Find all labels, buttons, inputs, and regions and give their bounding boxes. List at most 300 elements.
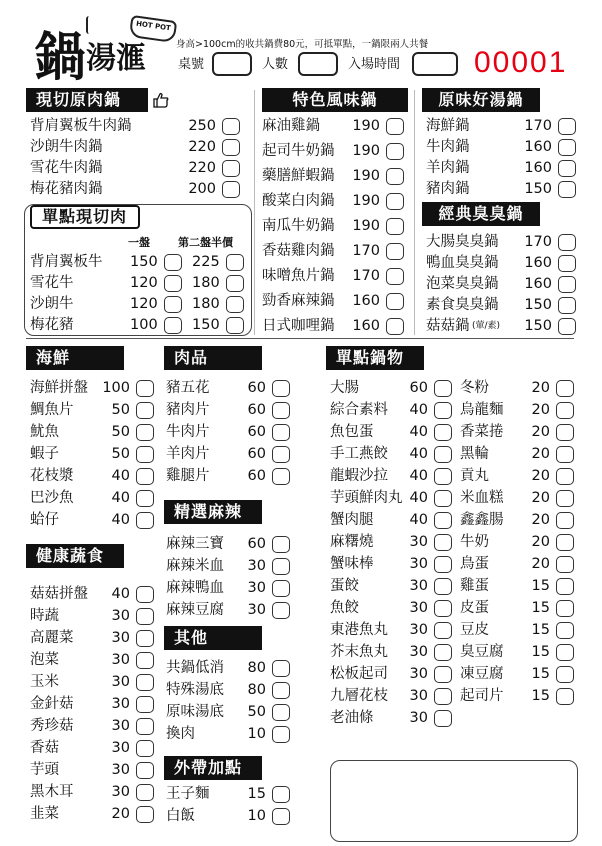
order-checkbox[interactable] (434, 556, 452, 573)
menu-item (330, 510, 456, 530)
order-checkbox[interactable] (434, 512, 452, 529)
people-count-field[interactable] (298, 52, 338, 76)
menu-item-price: 160 (524, 276, 552, 292)
order-checkbox[interactable] (136, 630, 154, 647)
order-checkbox[interactable] (556, 644, 574, 661)
menu-item-name: 鳥蛋 (460, 556, 489, 572)
menu-item (166, 784, 294, 804)
order-checkbox[interactable] (386, 193, 404, 210)
order-checkbox[interactable] (136, 652, 154, 669)
section-title-meat: 肉品 (164, 346, 262, 370)
section-title-others: 其他 (164, 626, 262, 650)
order-checkbox[interactable] (272, 682, 290, 699)
order-checkbox[interactable] (558, 139, 576, 156)
menu-item-price: 40 (111, 490, 130, 506)
menu-item-name: 松板起司 (330, 666, 388, 682)
order-checkbox[interactable] (434, 622, 452, 639)
order-checkbox[interactable] (556, 688, 574, 705)
menu-item (460, 378, 578, 398)
order-checkbox[interactable] (272, 558, 290, 575)
order-checkbox[interactable] (556, 578, 574, 595)
order-checkbox[interactable] (272, 468, 290, 485)
menu-item-name: 米血糕 (460, 490, 504, 506)
menu-item-price: 20 (531, 512, 550, 528)
menu-item-name: 豆皮 (460, 622, 489, 638)
menu-item-price: 170 (352, 243, 380, 259)
menu-item (330, 532, 456, 552)
order-checkbox[interactable] (558, 318, 576, 335)
menu-item (460, 686, 578, 706)
menu-item-price: 250 (188, 118, 216, 134)
order-checkbox[interactable] (272, 786, 290, 803)
menu-item-price: 30 (409, 578, 428, 594)
menu-item-price: 20 (111, 806, 130, 822)
menu-item (166, 724, 294, 744)
menu-item (426, 137, 580, 157)
menu-item-price: 30 (111, 652, 130, 668)
menu-item-name: 沙朗牛肉鍋 (30, 139, 103, 155)
order-checkbox[interactable] (272, 402, 290, 419)
menu-item (166, 378, 294, 398)
menu-item-name: 黑輪 (460, 446, 489, 462)
menu-item-price: 80 (247, 682, 266, 698)
order-checkbox[interactable] (434, 380, 452, 397)
menu-item-price: 60 (247, 446, 266, 462)
order-checkbox[interactable] (222, 160, 240, 177)
menu-item-price: 190 (352, 193, 380, 209)
order-checkbox[interactable] (434, 534, 452, 551)
menu-item (460, 642, 578, 662)
order-checkbox[interactable] (556, 622, 574, 639)
table-label: 桌號 (178, 57, 205, 72)
order-checkbox[interactable] (222, 181, 240, 198)
order-checkbox[interactable] (136, 402, 154, 419)
order-checkbox[interactable] (558, 118, 576, 135)
menu-item (330, 642, 456, 662)
menu-item (262, 141, 408, 161)
order-checkbox[interactable] (386, 268, 404, 285)
order-checkbox[interactable] (164, 296, 182, 313)
menu-item-name: 芥末魚丸 (330, 644, 388, 660)
menu-item-name: 白飯 (166, 808, 195, 824)
menu-item-name: 牛肉鍋 (426, 139, 470, 155)
menu-item (30, 782, 158, 802)
section-title-stinky-pot: 經典臭臭鍋 (422, 202, 540, 226)
hot-pot-icon: HOT POT (129, 15, 178, 43)
menu-item-price: 160 (524, 139, 552, 155)
menu-item-price: 30 (111, 608, 130, 624)
menu-item-price: 30 (111, 674, 130, 690)
order-checkbox[interactable] (272, 704, 290, 721)
entry-time-field[interactable] (412, 52, 458, 76)
menu-item (30, 273, 250, 293)
menu-item-name: 牛奶 (460, 534, 489, 550)
order-checkbox[interactable] (136, 424, 154, 441)
menu-item (426, 253, 580, 273)
menu-item (330, 422, 456, 442)
menu-item-name: 魷魚 (30, 424, 59, 440)
menu-item (330, 444, 456, 464)
menu-item-price: 15 (531, 622, 550, 638)
menu-item (330, 576, 456, 596)
order-checkbox[interactable] (434, 468, 452, 485)
order-checkbox[interactable] (434, 424, 452, 441)
menu-item (262, 191, 408, 211)
order-checkbox[interactable] (558, 276, 576, 293)
order-checkbox[interactable] (386, 118, 404, 135)
menu-item-price: 20 (531, 380, 550, 396)
menu-item-price: 40 (409, 468, 428, 484)
menu-item-name: 特殊湯底 (166, 682, 224, 698)
order-checkbox[interactable] (434, 600, 452, 617)
menu-item (30, 294, 250, 314)
order-checkbox[interactable] (558, 160, 576, 177)
order-checkbox[interactable] (556, 380, 574, 397)
menu-item-price: 190 (352, 143, 380, 159)
menu-item (426, 274, 580, 294)
order-checkbox[interactable] (556, 490, 574, 507)
logo (30, 14, 190, 88)
menu-item-price: 190 (352, 168, 380, 184)
notes-box[interactable] (330, 760, 578, 842)
menu-item-price: 15 (531, 600, 550, 616)
section-title-original-soup-pot: 原味好湯鍋 (422, 88, 540, 112)
menu-item (166, 578, 294, 598)
order-checkbox[interactable] (136, 784, 154, 801)
menu-item (460, 598, 578, 618)
menu-item-name: 魚包蛋 (330, 424, 374, 440)
menu-item-name: 雞腿片 (166, 468, 210, 484)
order-checkbox[interactable] (386, 293, 404, 310)
order-checkbox[interactable] (222, 118, 240, 135)
menu-item-name: 味噌魚片鍋 (262, 268, 335, 284)
menu-item (30, 606, 158, 626)
menu-item (30, 158, 244, 178)
menu-item-price: 20 (531, 424, 550, 440)
menu-item-name: 巴沙魚 (30, 490, 74, 506)
order-checkbox[interactable] (386, 168, 404, 185)
order-checkbox[interactable] (556, 556, 574, 573)
menu-item-name: 海鮮拼盤 (30, 380, 88, 396)
menu-item (30, 315, 250, 335)
section-title-fresh-meat-single: 單點現切肉 (30, 205, 140, 229)
menu-item-price: 150 (524, 318, 552, 334)
menu-item-name: 金針菇 (30, 696, 74, 712)
menu-item-price: 30 (409, 644, 428, 660)
menu-item (262, 116, 408, 136)
order-checkbox[interactable] (556, 666, 574, 683)
menu-item-price-second-plate: 180 (192, 296, 220, 312)
order-checkbox[interactable] (434, 446, 452, 463)
menu-item (262, 166, 408, 186)
menu-item (426, 158, 580, 178)
menu-item (30, 716, 158, 736)
menu-item-price: 20 (531, 446, 550, 462)
section-title-special-pot: 特色風味鍋 (262, 88, 408, 112)
menu-item-name: 南瓜牛奶鍋 (262, 218, 335, 234)
menu-item-price: 30 (111, 762, 130, 778)
menu-item-name: 魚餃 (330, 600, 359, 616)
order-checkbox[interactable] (558, 234, 576, 251)
menu-item-price: 30 (111, 718, 130, 734)
menu-item-name: 蟹味棒 (330, 556, 374, 572)
menu-item (166, 556, 294, 576)
order-checkbox[interactable] (226, 317, 244, 334)
menu-item-price: 20 (531, 556, 550, 572)
menu-item-name: 泡菜臭臭鍋 (426, 276, 499, 292)
menu-item (30, 444, 158, 464)
menu-item (330, 620, 456, 640)
menu-item-price: 170 (524, 118, 552, 134)
menu-item-price: 80 (247, 660, 266, 676)
order-checkbox[interactable] (556, 534, 574, 551)
menu-item-price: 10 (247, 726, 266, 742)
order-checkbox[interactable] (386, 218, 404, 235)
menu-item-price-one-plate: 120 (130, 275, 158, 291)
menu-item-price: 160 (352, 293, 380, 309)
menu-item-price: 20 (531, 402, 550, 418)
menu-item-price-one-plate: 120 (130, 296, 158, 312)
col-header-one-plate: 一盤 (128, 236, 150, 249)
menu-item-price: 30 (247, 558, 266, 574)
menu-item-price: 30 (409, 688, 428, 704)
menu-item-price-second-plate: 150 (192, 317, 220, 333)
order-checkbox[interactable] (386, 243, 404, 260)
menu-item-name: 時蔬 (30, 608, 59, 624)
order-checkbox[interactable] (558, 255, 576, 272)
order-checkbox[interactable] (434, 644, 452, 661)
order-checkbox[interactable] (136, 674, 154, 691)
menu-item-price: 50 (247, 704, 266, 720)
order-checkbox[interactable] (434, 688, 452, 705)
menu-item-name: 換肉 (166, 726, 195, 742)
menu-item-price: 150 (524, 181, 552, 197)
menu-item-name: 原味湯底 (166, 704, 224, 720)
menu-item (426, 232, 580, 252)
order-checkbox[interactable] (136, 468, 154, 485)
menu-item-name: 芋頭 (30, 762, 59, 778)
menu-item (262, 291, 408, 311)
menu-item (330, 554, 456, 574)
menu-item-name: 起司牛奶鍋 (262, 143, 335, 159)
menu-item-name: 日式咖哩鍋 (262, 318, 335, 334)
order-checkbox[interactable] (226, 275, 244, 292)
menu-item-name: 龍蝦沙拉 (330, 468, 388, 484)
col-header-second-half: 第二盤半價 (178, 236, 233, 249)
menu-item-name: 香菇雞肉鍋 (262, 243, 335, 259)
menu-item-name: 素食臭臭鍋 (426, 297, 499, 313)
menu-item (460, 554, 578, 574)
menu-item-suffix: (葷/素) (472, 321, 501, 331)
order-checkbox[interactable] (272, 808, 290, 825)
order-checkbox[interactable] (556, 402, 574, 419)
menu-item-name: 麻糬燒 (330, 534, 374, 550)
order-checkbox[interactable] (164, 275, 182, 292)
order-checkbox[interactable] (272, 580, 290, 597)
menu-item (166, 400, 294, 420)
menu-item (166, 534, 294, 554)
menu-item-name: 沙朗牛 (30, 296, 74, 312)
menu-item-name: 香菇 (30, 740, 59, 756)
menu-item-price: 40 (409, 490, 428, 506)
menu-item-price: 40 (409, 512, 428, 528)
order-checkbox[interactable] (558, 181, 576, 198)
table-number-field[interactable] (212, 52, 252, 76)
menu-item (460, 466, 578, 486)
order-checkbox[interactable] (164, 254, 182, 271)
order-checkbox[interactable] (136, 806, 154, 823)
order-checkbox[interactable] (386, 318, 404, 335)
section-title-vegetables: 健康蔬食 (26, 544, 124, 568)
menu-item-price: 160 (352, 318, 380, 334)
menu-item-name: 王子麵 (166, 786, 210, 802)
order-checkbox[interactable] (136, 740, 154, 757)
menu-item-price-second-plate: 225 (192, 254, 220, 270)
order-checkbox[interactable] (434, 402, 452, 419)
menu-item-price: 15 (531, 666, 550, 682)
menu-item-price: 60 (409, 380, 428, 396)
menu-item-price: 30 (111, 696, 130, 712)
menu-item-price: 15 (531, 578, 550, 594)
order-checkbox[interactable] (222, 139, 240, 156)
order-checkbox[interactable] (136, 380, 154, 397)
menu-item-price: 30 (111, 630, 130, 646)
order-checkbox[interactable] (556, 446, 574, 463)
menu-item-name: 蝦子 (30, 446, 59, 462)
order-checkbox[interactable] (434, 578, 452, 595)
menu-item-price: 200 (188, 181, 216, 197)
order-checkbox[interactable] (434, 666, 452, 683)
order-checkbox[interactable] (226, 296, 244, 313)
menu-item-price: 60 (247, 536, 266, 552)
order-checkbox[interactable] (556, 600, 574, 617)
menu-item-name: 凍豆腐 (460, 666, 504, 682)
menu-item (30, 252, 250, 272)
surcharge-note: 身高>100cm的收共鍋費80元，可抵單點，一鍋限兩人共餐 (176, 39, 429, 50)
menu-item (262, 241, 408, 261)
menu-item (166, 422, 294, 442)
menu-item (166, 466, 294, 486)
order-checkbox[interactable] (386, 143, 404, 160)
menu-item (30, 116, 244, 136)
menu-item (30, 672, 158, 692)
menu-item-price: 20 (531, 534, 550, 550)
order-number: 00001 (474, 46, 568, 79)
menu-item (330, 598, 456, 618)
menu-item-price: 170 (352, 268, 380, 284)
section-title-seafood: 海鮮 (26, 346, 124, 370)
menu-item-name: 豬肉片 (166, 402, 210, 418)
order-checkbox[interactable] (164, 317, 182, 334)
section-title-spicy: 精選麻辣 (164, 500, 262, 524)
entry-time-label: 入場時間 (348, 57, 401, 72)
menu-item-price: 40 (409, 402, 428, 418)
menu-item (30, 650, 158, 670)
menu-item-name: 酸菜白肉鍋 (262, 193, 335, 209)
order-checkbox[interactable] (136, 490, 154, 507)
menu-item-name: 蛋餃 (330, 578, 359, 594)
order-checkbox[interactable] (434, 490, 452, 507)
order-checkbox[interactable] (136, 718, 154, 735)
order-checkbox[interactable] (136, 762, 154, 779)
menu-item (330, 466, 456, 486)
menu-item (30, 628, 158, 648)
order-checkbox[interactable] (272, 380, 290, 397)
menu-item-name: 玉米 (30, 674, 59, 690)
order-checkbox[interactable] (558, 297, 576, 314)
menu-item-name: 麻油雞鍋 (262, 118, 320, 134)
menu-item (30, 804, 158, 824)
menu-item-name: 鯛魚片 (30, 402, 74, 418)
menu-item-price: 30 (409, 710, 428, 726)
menu-item (166, 702, 294, 722)
menu-item-price: 40 (409, 424, 428, 440)
order-checkbox[interactable] (136, 512, 154, 529)
menu-item (30, 179, 244, 199)
menu-item (30, 422, 158, 442)
menu-item-price: 15 (531, 644, 550, 660)
order-checkbox[interactable] (272, 536, 290, 553)
menu-item-name: 蟹肉腿 (330, 512, 374, 528)
menu-item-name: 香菜捲 (460, 424, 504, 440)
order-checkbox[interactable] (136, 608, 154, 625)
order-checkbox[interactable] (136, 446, 154, 463)
menu-item-price: 60 (247, 402, 266, 418)
menu-item-name: 臭豆腐 (460, 644, 504, 660)
menu-item-price: 40 (409, 446, 428, 462)
order-checkbox[interactable] (556, 468, 574, 485)
order-checkbox[interactable] (556, 512, 574, 529)
menu-item-price: 190 (352, 218, 380, 234)
menu-item-price: 40 (111, 512, 130, 528)
menu-item-price: 30 (409, 600, 428, 616)
menu-item-name: 海鮮鍋 (426, 118, 470, 134)
order-checkbox[interactable] (136, 696, 154, 713)
order-checkbox[interactable] (272, 726, 290, 743)
menu-item-price: 220 (188, 139, 216, 155)
menu-item-name: 九層花枝 (330, 688, 388, 704)
menu-item (460, 510, 578, 530)
menu-item-name: 牛肉片 (166, 424, 210, 440)
order-checkbox[interactable] (226, 254, 244, 271)
menu-item (330, 708, 456, 728)
menu-item (460, 620, 578, 640)
menu-item-name: 皮蛋 (460, 600, 489, 616)
menu-item-name: 高麗菜 (30, 630, 74, 646)
order-checkbox[interactable] (136, 586, 154, 603)
order-checkbox[interactable] (272, 602, 290, 619)
order-checkbox[interactable] (434, 710, 452, 727)
order-checkbox[interactable] (272, 446, 290, 463)
menu-item-price: 50 (111, 446, 130, 462)
menu-item-name: 貢丸 (460, 468, 489, 484)
logo-sub-chars: 湯滙 (86, 41, 146, 76)
menu-item (166, 658, 294, 678)
order-checkbox[interactable] (272, 424, 290, 441)
menu-item-name: 麻辣鴨血 (166, 580, 224, 596)
menu-item-name: 雞蛋 (460, 578, 489, 594)
menu-item-name: 東港魚丸 (330, 622, 388, 638)
logo-main-char: 鍋 (34, 27, 85, 88)
order-checkbox[interactable] (272, 660, 290, 677)
section-title-fresh-meat-pot: 現切原肉鍋 (26, 88, 148, 112)
order-checkbox[interactable] (556, 424, 574, 441)
menu-item-price: 100 (102, 380, 130, 396)
menu-item-price-one-plate: 150 (130, 254, 158, 270)
menu-item (30, 760, 158, 780)
menu-item (330, 488, 456, 508)
menu-item (330, 400, 456, 420)
